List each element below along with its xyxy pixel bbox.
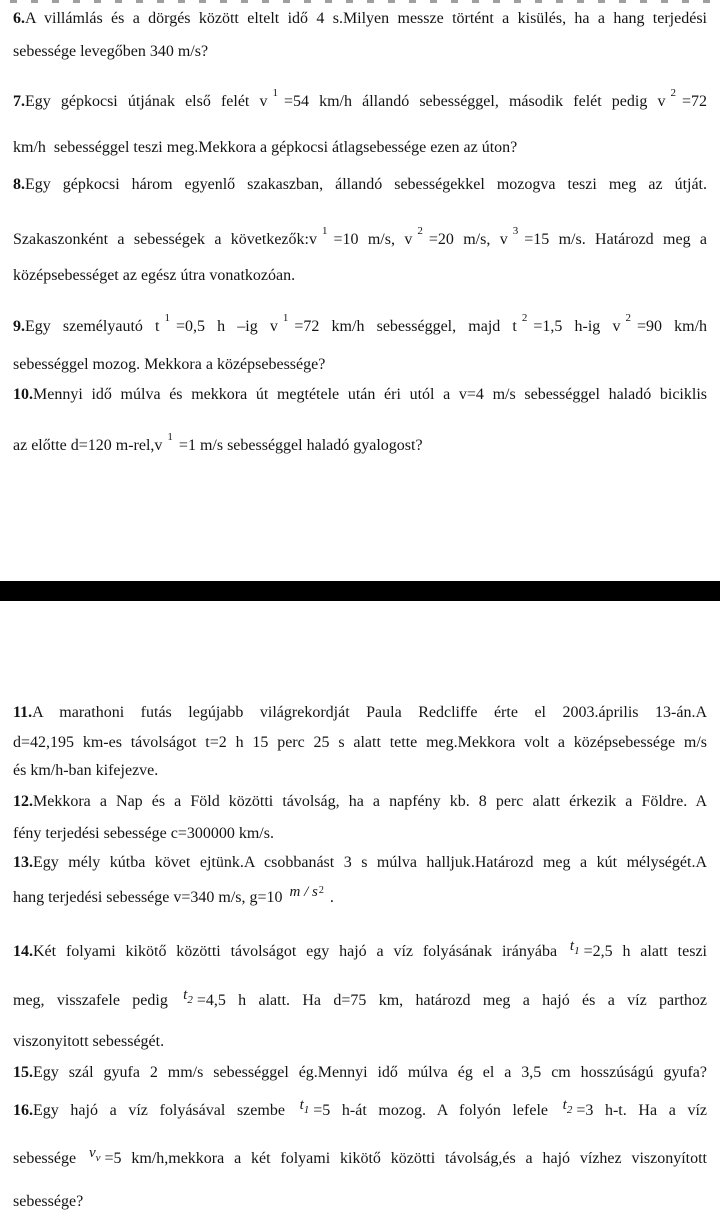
problem-9-line-1: 9.Egy személyautó t $^1$ =0,5 h –ig v $^1$ =72 km/h sebességgel, majd t $^2$ =1,5 h-ig v $^2$ =90 km/h — [13, 312, 708, 335]
problem-14-line-1: 14.Két folyami kikötő közötti távolságot egy hajó a víz folyásának irányába t1 =2,5 h alatt teszi — [13, 938, 708, 960]
problem-13-line-1: 13.Egy mély kútba követ ejtünk.A csobbanást 3 s múlva halljuk.Határozd meg a kút mélységét.A — [13, 854, 707, 871]
problem-11-line-1: 11.A marathoni futás legújabb világrekordját Paula Redcliffe érte el 2003.április 13-án.A — [13, 704, 707, 721]
problem-12-line-1: 12.Mekkora a Nap és a Föld közötti távolság, ha a napfény kb. 8 perc alatt érkezik a Földre. A — [13, 793, 707, 810]
problem-7-line-2: km/h sebességgel teszi meg.Mekkora a gépkocsi átlagsebessége ezen az úton? — [13, 139, 518, 156]
problem-7-line-1: 7.Egy gépkocsi útjának első felét v $^1$ =54 km/h állandó sebességgel, második felét pedig v $^2$ =72 — [13, 87, 707, 110]
problem-11-line-3: és km/h-ban kifejezve. — [13, 762, 159, 779]
problem-10-line-2: az előtte d=120 m-rel,v $^1$ =1 m/s sebességgel haladó gyalogost? — [13, 431, 423, 454]
problem-8-line-1: 8.Egy gépkocsi három egyenlő szakaszban, állandó sebességekkel mozogva teszi meg az útját. — [13, 176, 707, 193]
problem-11-line-2: d=42,195 km-es távolságot t=2 h 15 perc 25 s alatt tette meg.Mekkora volt a középsebessége m/s — [13, 734, 707, 751]
problem-6-line-1: 6.A villámlás és a dörgés között eltelt idő 4 s.Milyen messze történt a kisülés, ha a hang terjedési — [13, 10, 707, 27]
problem-9-line-2: sebességgel mozog. Mekkora a középsebessége? — [13, 356, 326, 373]
clipped-text-remnant — [10, 0, 710, 3]
problem-13-line-2: hang terjedési sebessége v=340 m/s, g=10 m / $s^2$ . — [13, 884, 334, 906]
problem-12-line-2: fény terjedési sebessége c=300000 km/s. — [13, 825, 274, 842]
problem-6-line-2: sebessége levegőben 340 m/s? — [13, 43, 209, 60]
problem-8-line-3: középsebességet az egész útra vonatkozóan. — [13, 267, 296, 284]
problem-15-line-1: 15.Egy szál gyufa 2 mm/s sebességgel ég.Mennyi idő múlva ég el a 3,5 cm hosszúságú gyufa? — [13, 1064, 707, 1081]
problem-16-line-3: sebessége? — [13, 1193, 84, 1210]
problem-10-line-1: 10.Mennyi idő múlva és mekkora út megtétele után éri utól a v=4 m/s sebességgel haladó biciklis — [13, 386, 707, 403]
problem-8-line-2: Szakaszonként a sebességek a következők:v $^1$ =10 m/s, v $^2$ =20 m/s, v $^3$ =15 m/s. Határozd meg a — [13, 225, 708, 248]
problem-16-line-1: 16.Egy hajó a víz folyásával szembe t1 =5 h-át mozog. A folyón lefele t2 =3 h-t. Ha a víz — [13, 1097, 707, 1119]
problem-14-line-3: viszonyitott sebességét. — [13, 1033, 165, 1050]
problem-14-line-2: meg, visszafele pedig t2 =4,5 h alatt. Ha d=75 km, határozd meg a hajó és a víz parthoz — [13, 987, 707, 1009]
black-separator-band — [0, 581, 720, 601]
problem-16-line-2: sebessége vv =5 km/h,mekkora a két folyami kikötő közötti távolság,és a hajó vízhez viszonyított — [13, 1145, 708, 1167]
